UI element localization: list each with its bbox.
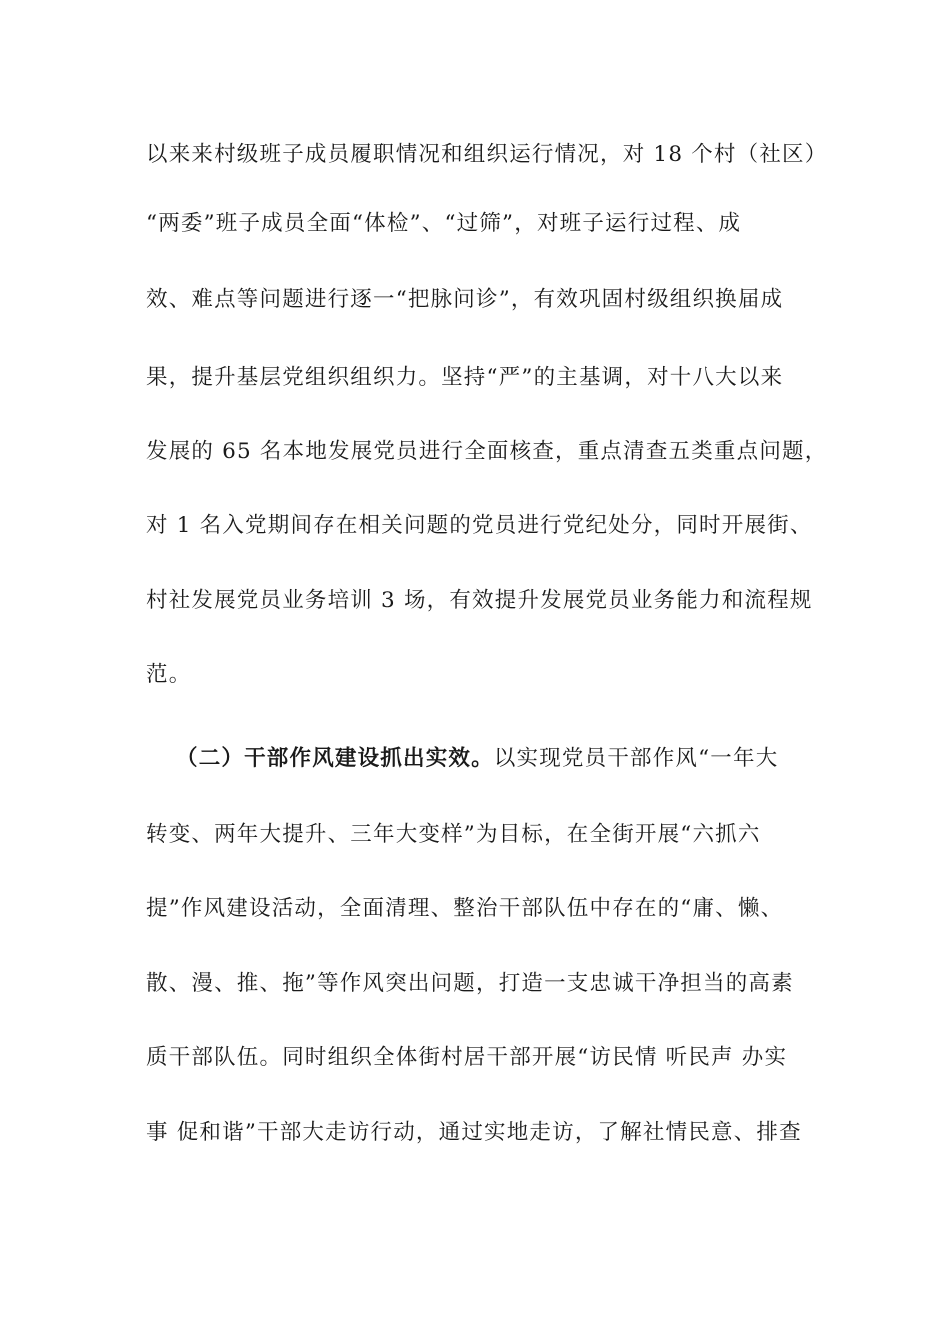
paragraph-2-line-1 <box>176 744 836 774</box>
paragraph-2-line-4: 散、漫、推、拖”等作风突出问题，打造一支忠诚干净担当的高素 <box>146 971 794 996</box>
paragraph-1-line-7: 村社发展党员业务培训 3 场，有效提升发展党员业务能力和流程规 <box>146 588 813 613</box>
paragraph-2-line-3: 提”作风建设活动，全面清理、整治干部队伍中存在的“庸、懒、 <box>146 896 784 921</box>
paragraph-1-line-1: 以来来村级班子成员履职情况和组织运行情况，对 18 个村（社区） <box>146 142 828 167</box>
paragraph-1-line-6: 对 1 名入党期间存在相关问题的党员进行党纪处分，同时开展街、 <box>146 513 813 538</box>
paragraph-2-line-5: 质干部队伍。同时组织全体街村居干部开展“访民情 听民声 办实 <box>146 1045 788 1070</box>
paragraph-1-line-8: 范。 <box>146 662 192 687</box>
paragraph-2-line-6: 事 促和谐”干部大走访行动，通过实地走访，了解社情民意、排查 <box>146 1120 802 1145</box>
paragraph-1-line-5: 发展的 65 名本地发展党员进行全面核查，重点清查五类重点问题， <box>146 439 828 464</box>
paragraph-2-line-2: 转变、两年大提升、三年大变样”为目标，在全街开展“六抓六 <box>146 822 761 847</box>
paragraph-1-line-4: 果，提升基层党组织组织力。坚持“严”的主基调，对十八大以来 <box>146 365 784 390</box>
paragraph-1-line-3: 效、难点等问题进行逐一“把脉问诊”，有效巩固村级组织换届成 <box>146 287 784 312</box>
paragraph-2-line-1-text: 以实现党员干部作风“一年大 <box>493 746 779 771</box>
paragraph-1-line-2: “两委”班子成员全面“体检”、“过筛”，对班子运行过程、成 <box>146 211 742 236</box>
section-heading: （二）干部作风建设抓出实效。 <box>176 746 494 771</box>
